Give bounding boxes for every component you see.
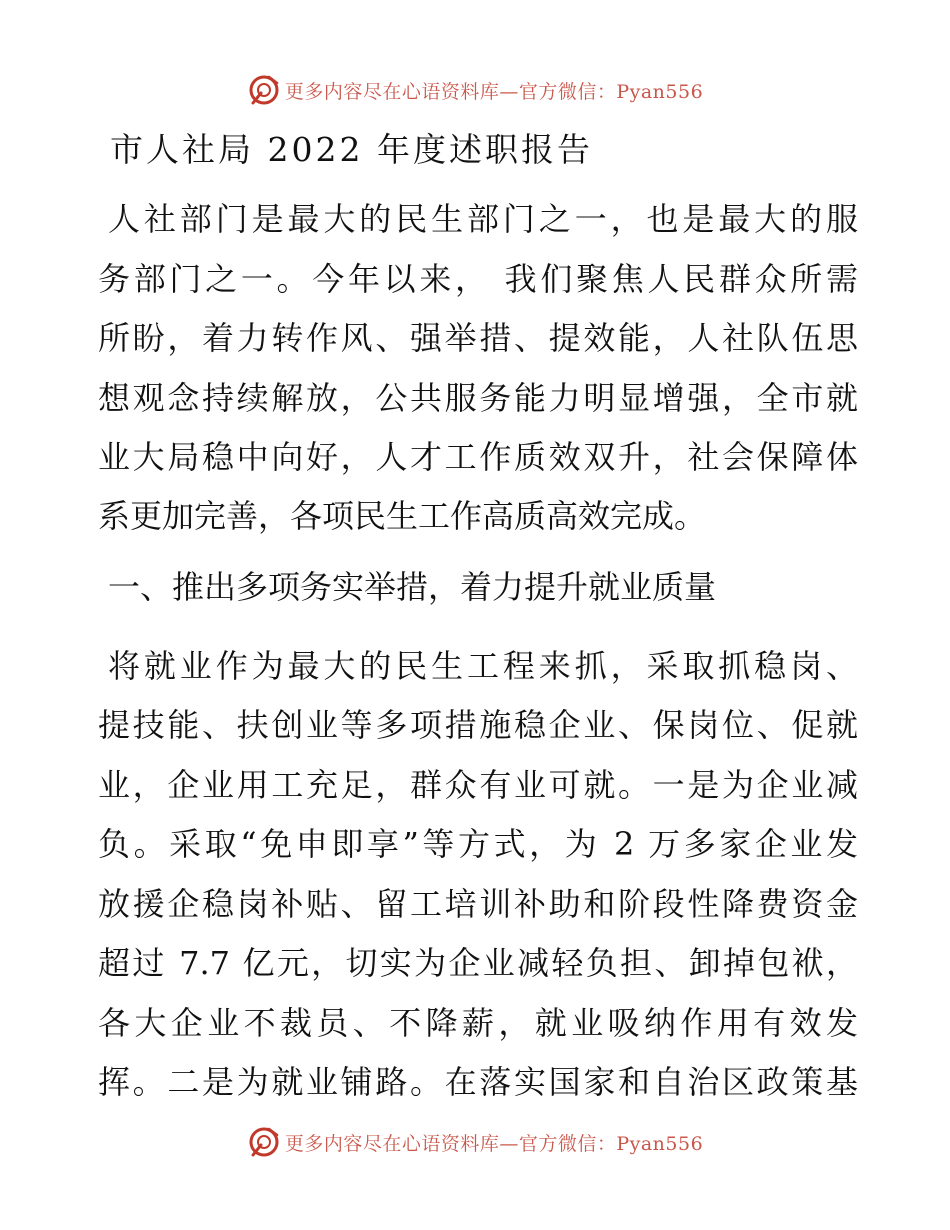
section-line-5: 放援企稳岗补贴、留工培训补助和阶段性降费资金 (98, 885, 858, 923)
section-line-4: 负。采取“免申即享”等方式，为 2 万多家企业发 (98, 825, 858, 863)
intro-line-6: 系更加完善，各项民生工作高质高效完成。 (98, 497, 707, 535)
watermark-logo-icon (247, 1125, 281, 1159)
section-line-1: 将就业作为最大的民生工程来抓，采取抓稳岗、 (108, 647, 858, 685)
section-line-8: 挥。二是为就业铺路。在落实国家和自治区政策基 (98, 1063, 858, 1101)
intro-line-4: 想观念持续解放，公共服务能力明显增强，全市就 (98, 379, 858, 417)
document-title: 市人社局 2022 年度述职报告 (110, 130, 593, 169)
section-line-7: 各大企业不裁员、不降薪，就业吸纳作用有效发 (98, 1004, 858, 1042)
intro-line-3: 所盼，着力转作风、强举措、提效能，人社队伍思 (98, 319, 858, 357)
section-line-2: 提技能、扶创业等多项措施稳企业、保岗位、促就 (98, 706, 858, 744)
intro-line-5: 业大局稳中向好，人才工作质效双升，社会保障体 (98, 438, 858, 476)
intro-line-1: 人社部门是最大的民生部门之一，也是最大的服 (108, 200, 858, 238)
section-line-6: 超过 7.7 亿元，切实为企业减轻负担、卸掉包袱， (98, 944, 858, 982)
header-watermark (0, 72, 950, 108)
section-line-3: 业，企业用工充足，群众有业可就。一是为企业减 (98, 766, 858, 804)
intro-line-2: 务部门之一。今年以来， 我们聚焦人民群众所需 (98, 260, 858, 298)
watermark-text: 更多内容尽在心语资料库—官方微信：Pyan556 (284, 80, 704, 103)
watermark-text: 更多内容尽在心语资料库—官方微信：Pyan556 (284, 1132, 704, 1155)
watermark-logo-icon (247, 73, 281, 107)
footer-watermark (0, 1124, 950, 1160)
section-heading: 一、推出多项务实举措，着力提升就业质量 (108, 568, 717, 606)
